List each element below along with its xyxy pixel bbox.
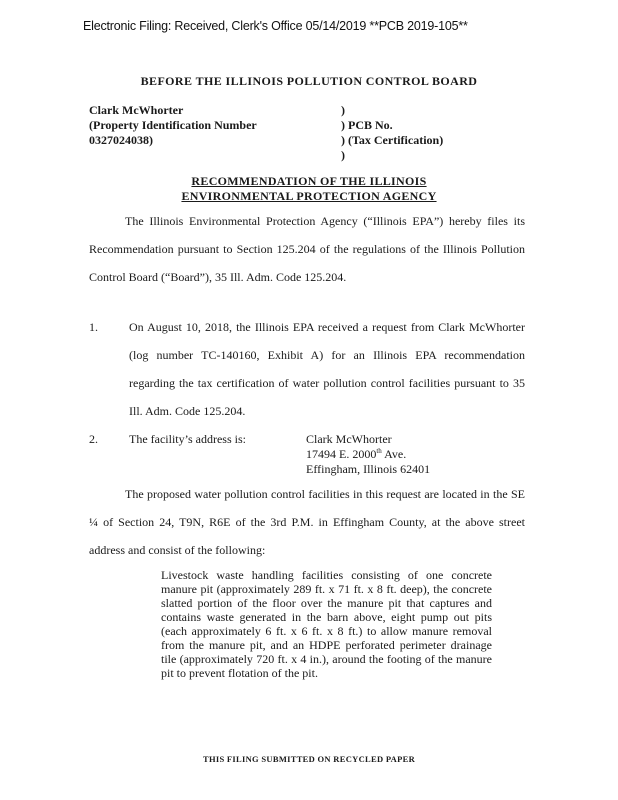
recommendation-title-line-1: RECOMMENDATION OF THE ILLINOIS [191,174,427,188]
address-street-ordinal: th [376,447,382,455]
caption-pcb-number: ) PCB No. [341,118,393,132]
facility-description-quote: Livestock waste handling facilities consisting of one concrete manure pit (approximately 289 ft. x 71 ft. x 8 ft. deep), the concrete slatted portion of the floor over the manure pit that captures and contains waste generated in the barn above, eight pump out pits (each approximately 6 ft. x 6 ft. x 8 ft.) to allow manure removal from the manure pit, and an HDPE perforated perimeter drainage tile (approximately 720 ft. x 4 in.), around the footing of the manure pit to prevent flotation of the pit. [161,568,492,680]
caption-party-name: Clark McWhorter [89,103,184,117]
caption-tax-certification: ) (Tax Certification) [341,133,444,147]
caption-paren-1: ) [341,103,345,117]
address-street-number: 17494 E. 2000 [306,447,377,461]
address-city: Effingham, Illinois 62401 [306,462,431,476]
address-street [306,447,430,462]
board-title: BEFORE THE ILLINOIS POLLUTION CONTROL BOARD [140,74,478,88]
caption-property-id-number: 0327024038) [89,133,153,147]
recycled-paper-footer: THIS FILING SUBMITTED ON RECYCLED PAPER [202,754,416,764]
item-1-text: On August 10, 2018, the Illinois EPA received a request from Clark McWhorter (log number TC-140160, Exhibit A) for an Illinois EPA recommendation regarding the tax certification of water pollution control facilities pursuant to 35 Ill. Adm. Code 125.204. [129,320,525,418]
address-name: Clark McWhorter [306,432,392,446]
caption-property-id-label: (Property Identification Number [89,118,257,132]
item-1-number: 1. [89,320,98,334]
location-paragraph: The proposed water pollution control facilities in this request are located in the SE ¼ of Section 24, T9N, R6E of the 3rd P.M. in Effingham County, at the above street address and consist of the following: [89,487,525,557]
intro-paragraph: The Illinois Environmental Protection Agency (“Illinois EPA”) hereby files its Recommendation pursuant to Section 125.204 of the regulations of the Illinois Pollution Control Board (“Board”), 35 Ill. Adm. Code 125.204. [89,214,525,284]
facility-address-label: The facility’s address is: [129,432,246,446]
recommendation-title-line-2: ENVIRONMENTAL PROTECTION AGENCY [181,189,437,203]
case-caption-party [89,103,257,148]
item-2-number: 2. [89,432,98,446]
facility-address [306,432,430,477]
recommendation-title [0,174,618,204]
case-caption-docket [341,103,443,163]
address-street-suffix: Ave. [381,447,407,461]
filing-stamp-header: Electronic Filing: Received, Clerk's Office 05/14/2019 **PCB 2019-105** [83,19,468,33]
caption-paren-4: ) [341,148,345,162]
